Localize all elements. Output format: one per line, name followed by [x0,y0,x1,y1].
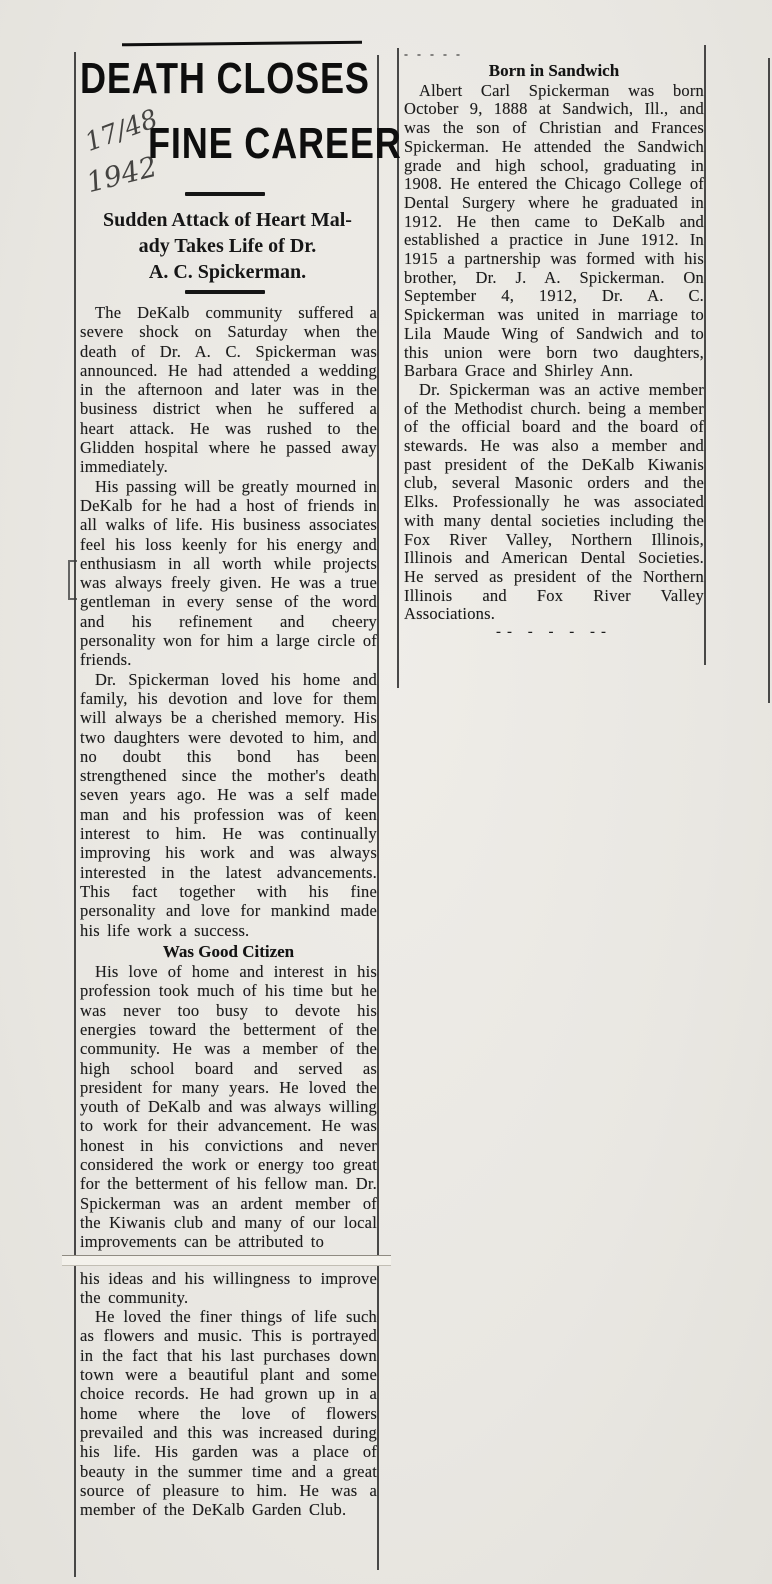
divider-above-subheadline [185,192,265,196]
article-paragraph: His love of home and interest in his profession took much of his time but he was never too busy to devote his energies toward the betterment of the community. He was a member of the high school board and served as president for many years. He loved the youth of DeKalb and was always willing to work for their advancement. He was honest in his convictions and never considered the work or energy too great for the betterment of his fellow man. Dr. Spickerman was an ardent member of the Kiwanis club and many of our local improvements can be attributed to [80,962,377,1252]
subheadline-line-1: Sudden Attack of Heart Mal- [103,209,352,231]
article-paragraph: Dr. Spickerman loved his home and family, his devotion and love for them will always be a cherished memory. His two daughters were devoted to him, and no doubt this bond has been strengthened since the mother's death seven years ago. He was a self made man and his profession was of keen interest to him. He was continually improving his work and was always interested in the latest advancements. This fact together with his fine personality and love for mankind made his life work a success. [80,669,377,940]
headline-line-2-text: FINE CAREER [148,119,402,168]
article-paragraph: His passing will be greatly mourned in DeKalb for he had a host of friends in all walks of life. His business associates feel his loss keenly for his energy and enthusiasm in all worth while projects was always freely given. He was a true gentleman in every sense of the word and his refinement and cheery personality won for him a large circle of friends. [80,476,377,670]
article-paragraph: Albert Carl Spickerman was born October 9, 1888 at Sandwich, Ill., and was the son of Christian and Frances Spickerman. He attended the Sandwich grade and high school, graduating in 1908. He entered the Chicago College of Dental Surgery where he graduated in 1912. He then came to DeKalb and established a practice in June 1912. In 1915 a partnership was formed with his brother, Dr. J. A. Spickerman. On September 4, 1912, Dr. A. C. Spickerman was united in marriage to Lila Maude Wing of Sandwich and to this union were born two daughters, Barbara Grace and Shirley Ann. [404,80,704,381]
subheadline [78,207,377,285]
right-column-body [404,48,704,636]
handwritten-mark-2: 1942 [83,149,161,200]
headline-line-1 [80,54,433,103]
page-far-right-rule [768,58,770,703]
subheadline-line-3: A. C. Spickerman. [148,261,307,283]
subheadline-line-2: ady Takes Life of Dr. [138,235,317,257]
article-paragraph: He loved the finer things of life such as flowers and music. This is portrayed in the fact that his last purchases down town were a beautiful plant and some choice records. He had grown up in a home where the love of flowers prevailed and this was increased during his life. His garden was a place of beauty in the summer time and a great source of pleasure to him. He was a member of the DeKalb Garden Club. [80,1307,377,1520]
handwritten-mark-1: 17/48 [81,104,162,158]
left-column-body [80,303,377,1519]
article-paragraph: Dr. Spickerman was an active member of the Methodist church. being a member of the official board and the board of stewards. He was also a member and past president of the DeKalb Kiwanis club, several Masonic orders and the Elks. Professionally he was associated with many dental societies including the Fox River Valley, Northern Illinois, Illinois and American Dental Societies. He served as president of the Northern Illinois and Fox River Valley Associations. [404,379,704,624]
clipping-seam-line [62,1255,391,1266]
top-horizontal-rule [122,41,362,47]
left-column-left-rule [74,52,76,1577]
section-heading-was-good-citizen: Was Good Citizen [162,941,295,961]
cutoff-text-fragment-top: - - - - - [404,48,463,60]
article-paragraph-continuation: his ideas and his willingness to improve the community. [80,1268,377,1307]
cutoff-text-fragment-bottom: -- - - - -- [496,626,612,637]
right-column-right-rule [704,45,706,665]
left-column-right-rule [377,55,379,1570]
divider-below-subheadline [185,290,265,294]
headline-line-1-text: DEATH CLOSES [80,54,370,103]
section-heading-born-in-sandwich: Born in Sandwich [488,61,620,80]
article-paragraph: The DeKalb community suffered a severe shock on Saturday when the death of Dr. A. C. Spickerman was announced. He had attended a wedding in the afternoon and later was in the business district when he suffered a heart attack. He was rushed to the Glidden hospital where he passed away immediately. [80,303,377,477]
pencil-bracket-mark [68,560,77,600]
